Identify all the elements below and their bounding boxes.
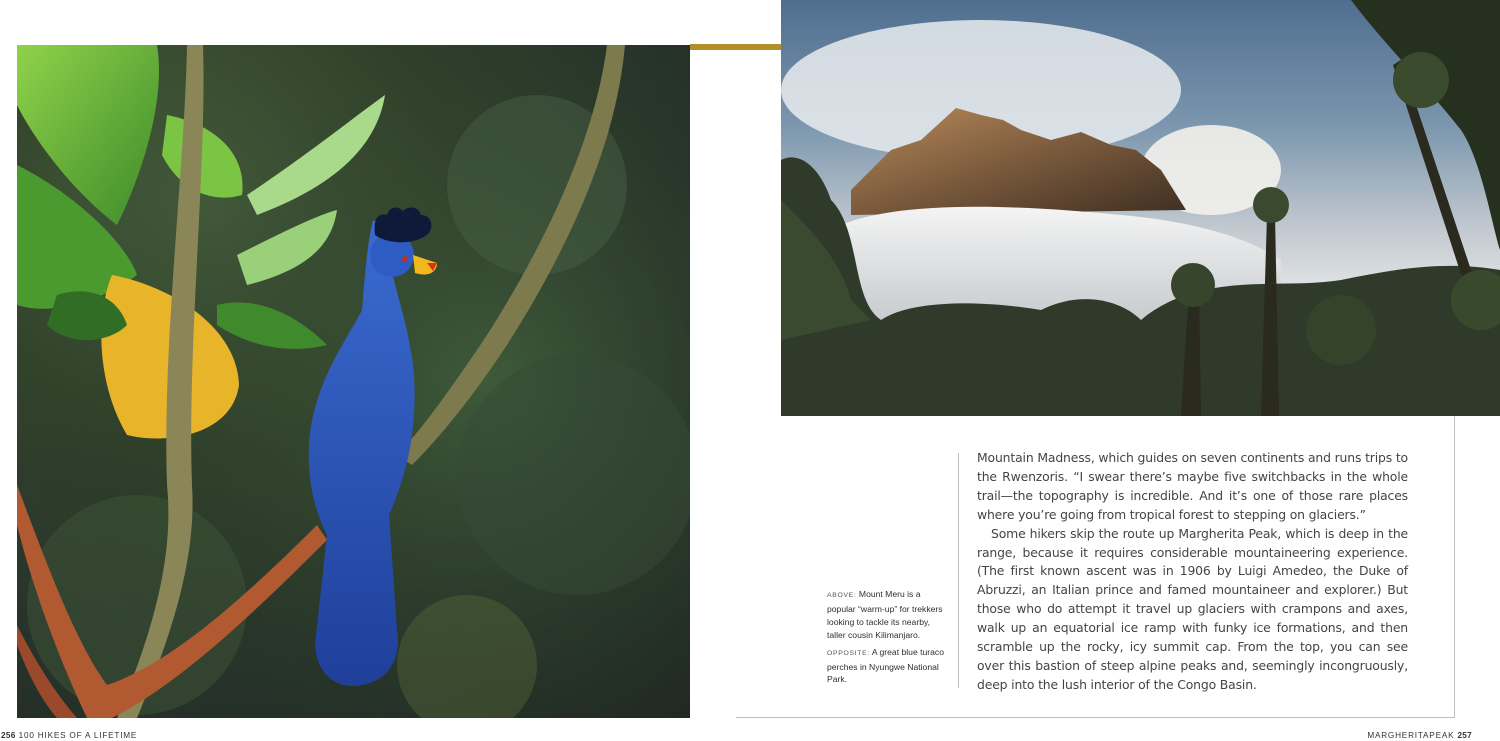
body-paragraph: Mountain Madness, which guides on seven continents and runs trips to the Rwenzoris. “I swear there’s maybe five switchbacks in the whole trail—the topography is incredible. And it’s one of those rare places where you’re going from tropical forest to stepping on glaciers.” [977, 450, 1408, 522]
mount-meru-illustration [781, 0, 1500, 416]
text-frame-bottom [736, 717, 1455, 718]
section-title: MARGHERITAPEAK [1367, 731, 1455, 740]
folio-left [1, 731, 137, 740]
book-title: 100 HIKES OF A LIFETIME [18, 731, 138, 740]
caption-text: A great blue turaco perches in Nyungwe National Park. [827, 646, 944, 685]
mount-meru-photo [781, 0, 1500, 416]
column-rule [958, 453, 959, 688]
folio-right [1367, 731, 1472, 740]
caption-text: Mount Meru is a popular “warm-up” for trekkers looking to tackle its nearby, taller cousin Kilimanjaro. [827, 589, 943, 640]
caption-label: ABOVE: [827, 592, 857, 599]
caption-opposite [827, 646, 947, 687]
turaco-photo [17, 45, 690, 718]
turaco-illustration [17, 45, 690, 718]
caption-label: OPPOSITE: [827, 649, 870, 657]
caption-above [827, 588, 947, 642]
article-body [977, 449, 1408, 695]
gold-accent-rule [690, 44, 781, 50]
page-number-right: 257 [1457, 731, 1472, 740]
body-paragraph: Some hikers skip the route up Margherita Peak, which is deep in the range, because it requires considerable mountaineering experience. (The first known ascent was in 1906 by Luigi Amedeo, the Duke of Abruzzi, an Italian prince and famed mountaineer and explorer.) But those who do attempt it travel up glaciers with crampons and axes, walk up an equatorial ice ramp with funky ice formations, and then scramble up the rocky, icy summit cap. From the top, you can see over this bastion of steep alpine peaks and, seemingly incongruously, deep into the lush interior of the Congo Basin. [977, 525, 1408, 692]
photo-captions [827, 588, 947, 686]
page-number-left: 256 [1, 731, 16, 740]
text-frame-right [1454, 416, 1455, 718]
